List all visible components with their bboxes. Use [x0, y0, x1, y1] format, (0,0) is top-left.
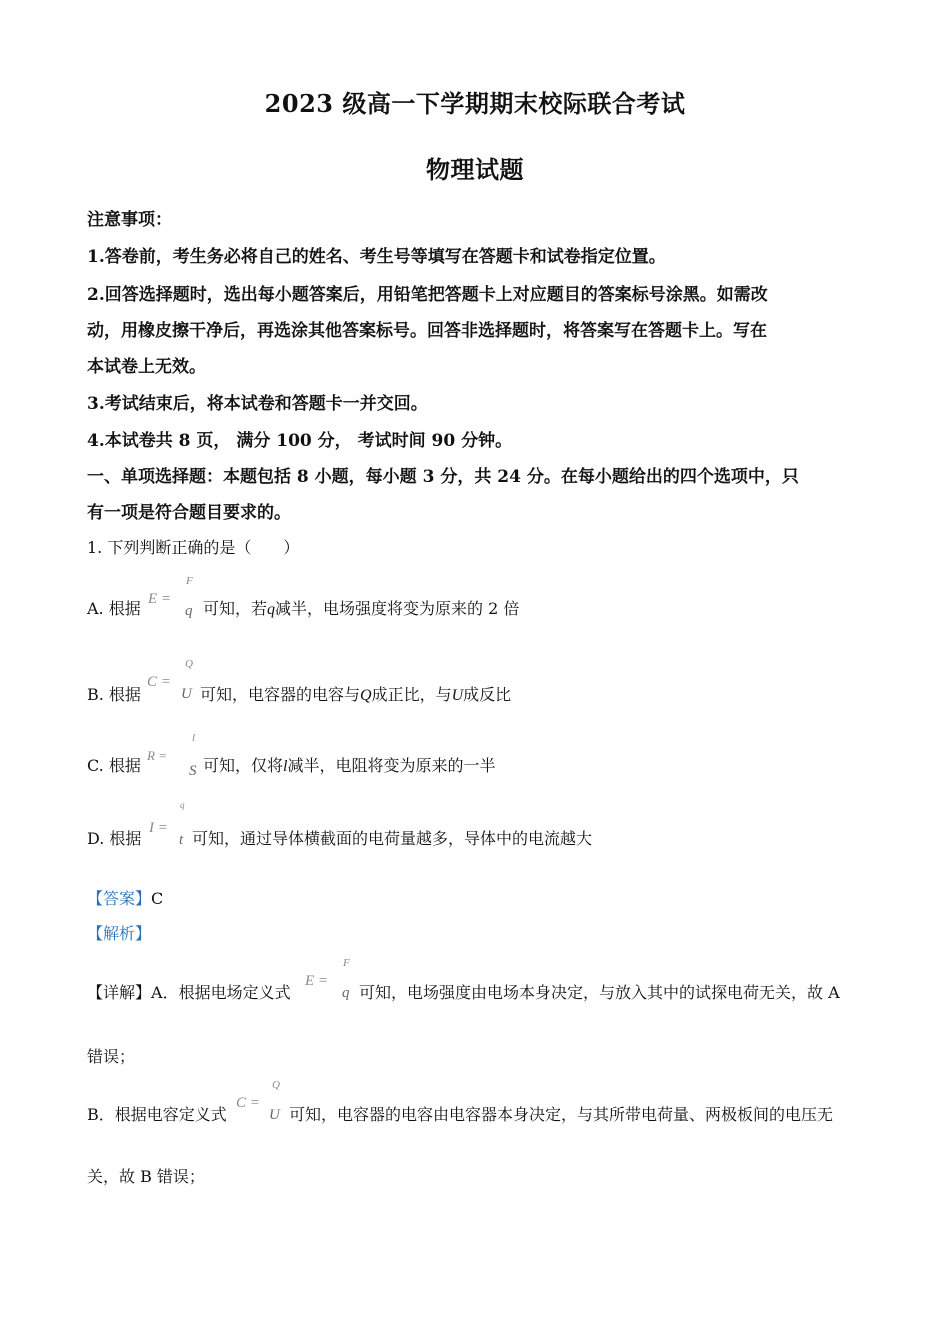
formula-denominator: S — [189, 763, 197, 779]
formula-lhs: I = — [149, 820, 168, 836]
formula-denominator: U — [181, 686, 192, 702]
formula-lhs: R = — [147, 748, 167, 763]
explanation-b-cont: 关，故 B 错误； — [87, 1167, 205, 1186]
notice-item-3: 3.考试结束后，将本试卷和答题卡一并交回。 — [87, 394, 428, 414]
notice-item-4: 4.本试卷共 8 页， 满分 100 分， 考试时间 90 分钟。 — [87, 431, 513, 451]
notice-item-2-line-1: 2.回答选择题时，选出每小题答案后，用铅笔把答题卡上对应题目的答案标号涂黑。如需改 — [87, 285, 768, 305]
formula-numerator: q — [180, 800, 185, 810]
explanation-b-post: 可知，电容器的电容由电容器本身决定，与其所带电荷量、两极板间的电压无 — [289, 1105, 834, 1124]
option-c-var: l — [283, 758, 288, 775]
formula-numerator: F — [343, 957, 350, 969]
option-a-text — [203, 596, 519, 619]
exam-title: 2023 级高一下学期期末校际联合考试 — [264, 89, 686, 118]
option-a-prefix: A. 根据 — [87, 599, 141, 618]
explanation-a-cont: 错误； — [87, 1047, 136, 1066]
explanation-a-post: 可知，电场强度由电场本身决定，与放入其中的试探电荷无关，故 A — [359, 983, 840, 1002]
option-c-text-post: 减半，电阻将变为原来的一半 — [287, 756, 496, 775]
explanation-a-pre — [87, 980, 291, 1003]
answer-value: C — [151, 889, 164, 908]
option-b-text-post: 成反比 — [463, 685, 512, 704]
formula-lhs: C = — [236, 1095, 260, 1111]
explanation-tag: 【详解】 — [87, 983, 152, 1002]
formula-numerator: Q — [185, 658, 193, 670]
analysis-tag: 【解析】 — [87, 924, 152, 943]
option-c-text — [203, 753, 495, 776]
section-heading-line-1: 一、单项选择题：本题包括 8 小题，每小题 3 分，共 24 分。在每小题给出的四个选项中，只 — [87, 467, 799, 487]
formula-lhs: E = — [148, 591, 172, 607]
option-b-text-pre: 可知，电容器的电容与 — [200, 685, 361, 704]
option-b-var2: U — [451, 687, 464, 704]
formula-denominator: q — [185, 603, 193, 619]
answer-tag: 【答案】 — [87, 889, 152, 908]
option-b-text — [200, 682, 511, 705]
option-a-text-pre: 可知，若 — [203, 599, 268, 618]
option-d-prefix: D. 根据 — [87, 829, 142, 848]
option-c-text-pre: 可知，仅将 — [203, 756, 284, 775]
formula-denominator: U — [269, 1107, 280, 1123]
option-a-var: q — [267, 601, 276, 618]
formula-denominator: q — [342, 985, 350, 1001]
option-b-text-mid: 成正比，与 — [371, 685, 452, 704]
answer-line — [87, 886, 163, 909]
option-b-var: Q — [360, 687, 372, 704]
explanation-a-pre-text: A．根据电场定义式 — [151, 983, 291, 1002]
notice-item-2-line-2: 动，用橡皮擦干净后，再选涂其他答案标号。回答非选择题时，将答案写在答题卡上。写在 — [87, 321, 767, 341]
option-d-text: 可知，通过导体横截面的电荷量越多，导体中的电流越大 — [192, 829, 593, 848]
option-b-prefix: B. 根据 — [87, 685, 141, 704]
formula-numerator: Q — [272, 1079, 280, 1091]
formula-lhs: E = — [305, 973, 329, 989]
notice-item-2-line-3: 本试卷上无效。 — [87, 357, 206, 377]
section-heading-line-2: 有一项是符合题目要求的。 — [87, 503, 291, 523]
formula-lhs: C = — [147, 674, 171, 690]
question-1-stem: 1. 下列判断正确的是（ ） — [87, 538, 300, 557]
explanation-b-pre: B．根据电容定义式 — [87, 1105, 227, 1124]
formula-numerator: F — [186, 575, 193, 587]
formula-denominator: t — [179, 832, 184, 848]
option-a-text-post: 减半，电场强度将变为原来的 2 倍 — [275, 599, 520, 618]
formula-numerator: l — [192, 732, 196, 744]
notice-item-1: 1.答卷前，考生务必将自己的姓名、考生号等填写在答题卡和试卷指定位置。 — [87, 247, 666, 267]
notice-heading: 注意事项： — [87, 210, 172, 230]
exam-subject: 物理试题 — [426, 155, 524, 184]
option-c-prefix: C. 根据 — [87, 756, 141, 775]
